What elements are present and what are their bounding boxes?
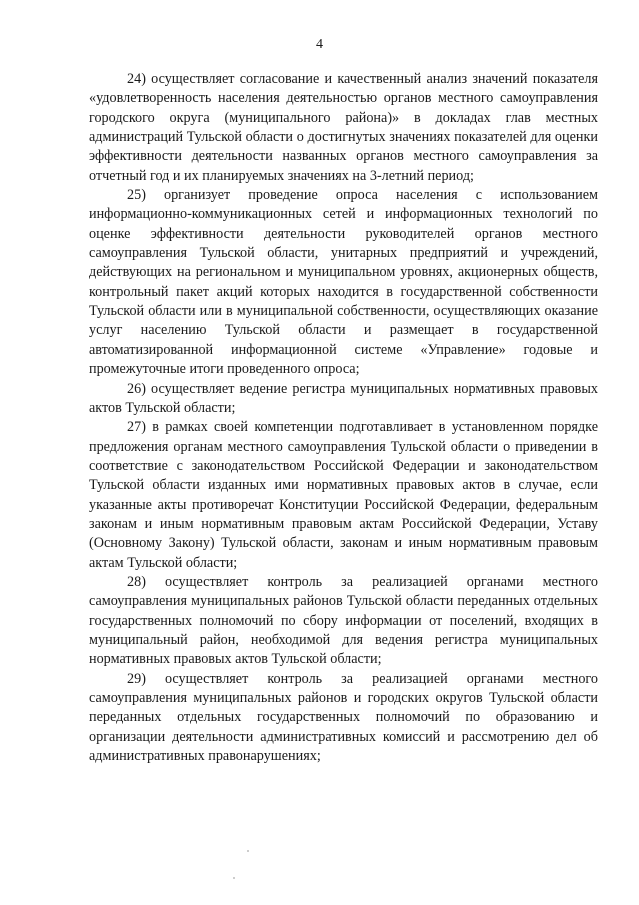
list-item-29: 29) осуществляет контроль за реализацией органами местного самоуправления муниципальных районов и городских округов Тульской области переданных отдельных государственных полномочий по образованию и организации деятельности административных комиссий и рассмотрению дел об административных правонарушениях; (89, 670, 598, 765)
list-item-24: 24) осуществляет согласование и качественный анализ значений показателя «удовлетворенность населения деятельностью органов местного самоуправления городского округа (муниципального района)» в докладах глав местных администраций Тульской области о достигнутых значениях показателей для оценки эффективности деятельности названных органов местного самоуправления за отчетный год и их планируемых значениях на 3-летний период; (89, 71, 598, 184)
scan-artifact (247, 850, 249, 852)
list-item-26: 26) осуществляет ведение регистра муниципальных нормативных правовых актов Тульской области; (89, 380, 598, 416)
list-item-25: 25) организует проведение опроса населения с использованием информационно-коммуникационных сетей и информационных технологий по оценке эффективности деятельности руководителей органов местного самоуправления Тульской области, унитарных предприятий и учреждений, действующих на региональном и муниципальном уровнях, акционерных обществ, контрольный пакет акций которых находится в государственной собственности Тульской области или в муниципальной собственности, осуществляющих оказание услуг населению Тульской области и размещает в государственной автоматизированной информационной системе «Управление» годовые и промежуточные итоги проведенного опроса; (89, 187, 598, 378)
list-item-28: 28) осуществляет контроль за реализацией органами местного самоуправления муниципальных районов Тульской области переданных отдельных государственных полномочий по сбору информации от поселений, входящих в муниципальный район, необходимой для ведения регистра муниципальных нормативных правовых актов Тульской области; (89, 573, 598, 668)
list-item-27: 27) в рамках своей компетенции подготавливает в установленном порядке предложения органам местного самоуправления Тульской области о приведении в соответствие с законодательством Российской Федерации и законодательством Тульской области изданных ими нормативных правовых актов в случае, если указанные акты противоречат Конституции Российской Федерации, федеральным законам и иным нормативным правовым актам Российской Федерации, Уставу (Основному Закону) Тульской области, законам и иным нормативным правовым актам Тульской области; (89, 419, 598, 571)
document-body (89, 70, 598, 766)
scan-artifact (233, 877, 235, 879)
page-number: 4 (316, 37, 323, 52)
